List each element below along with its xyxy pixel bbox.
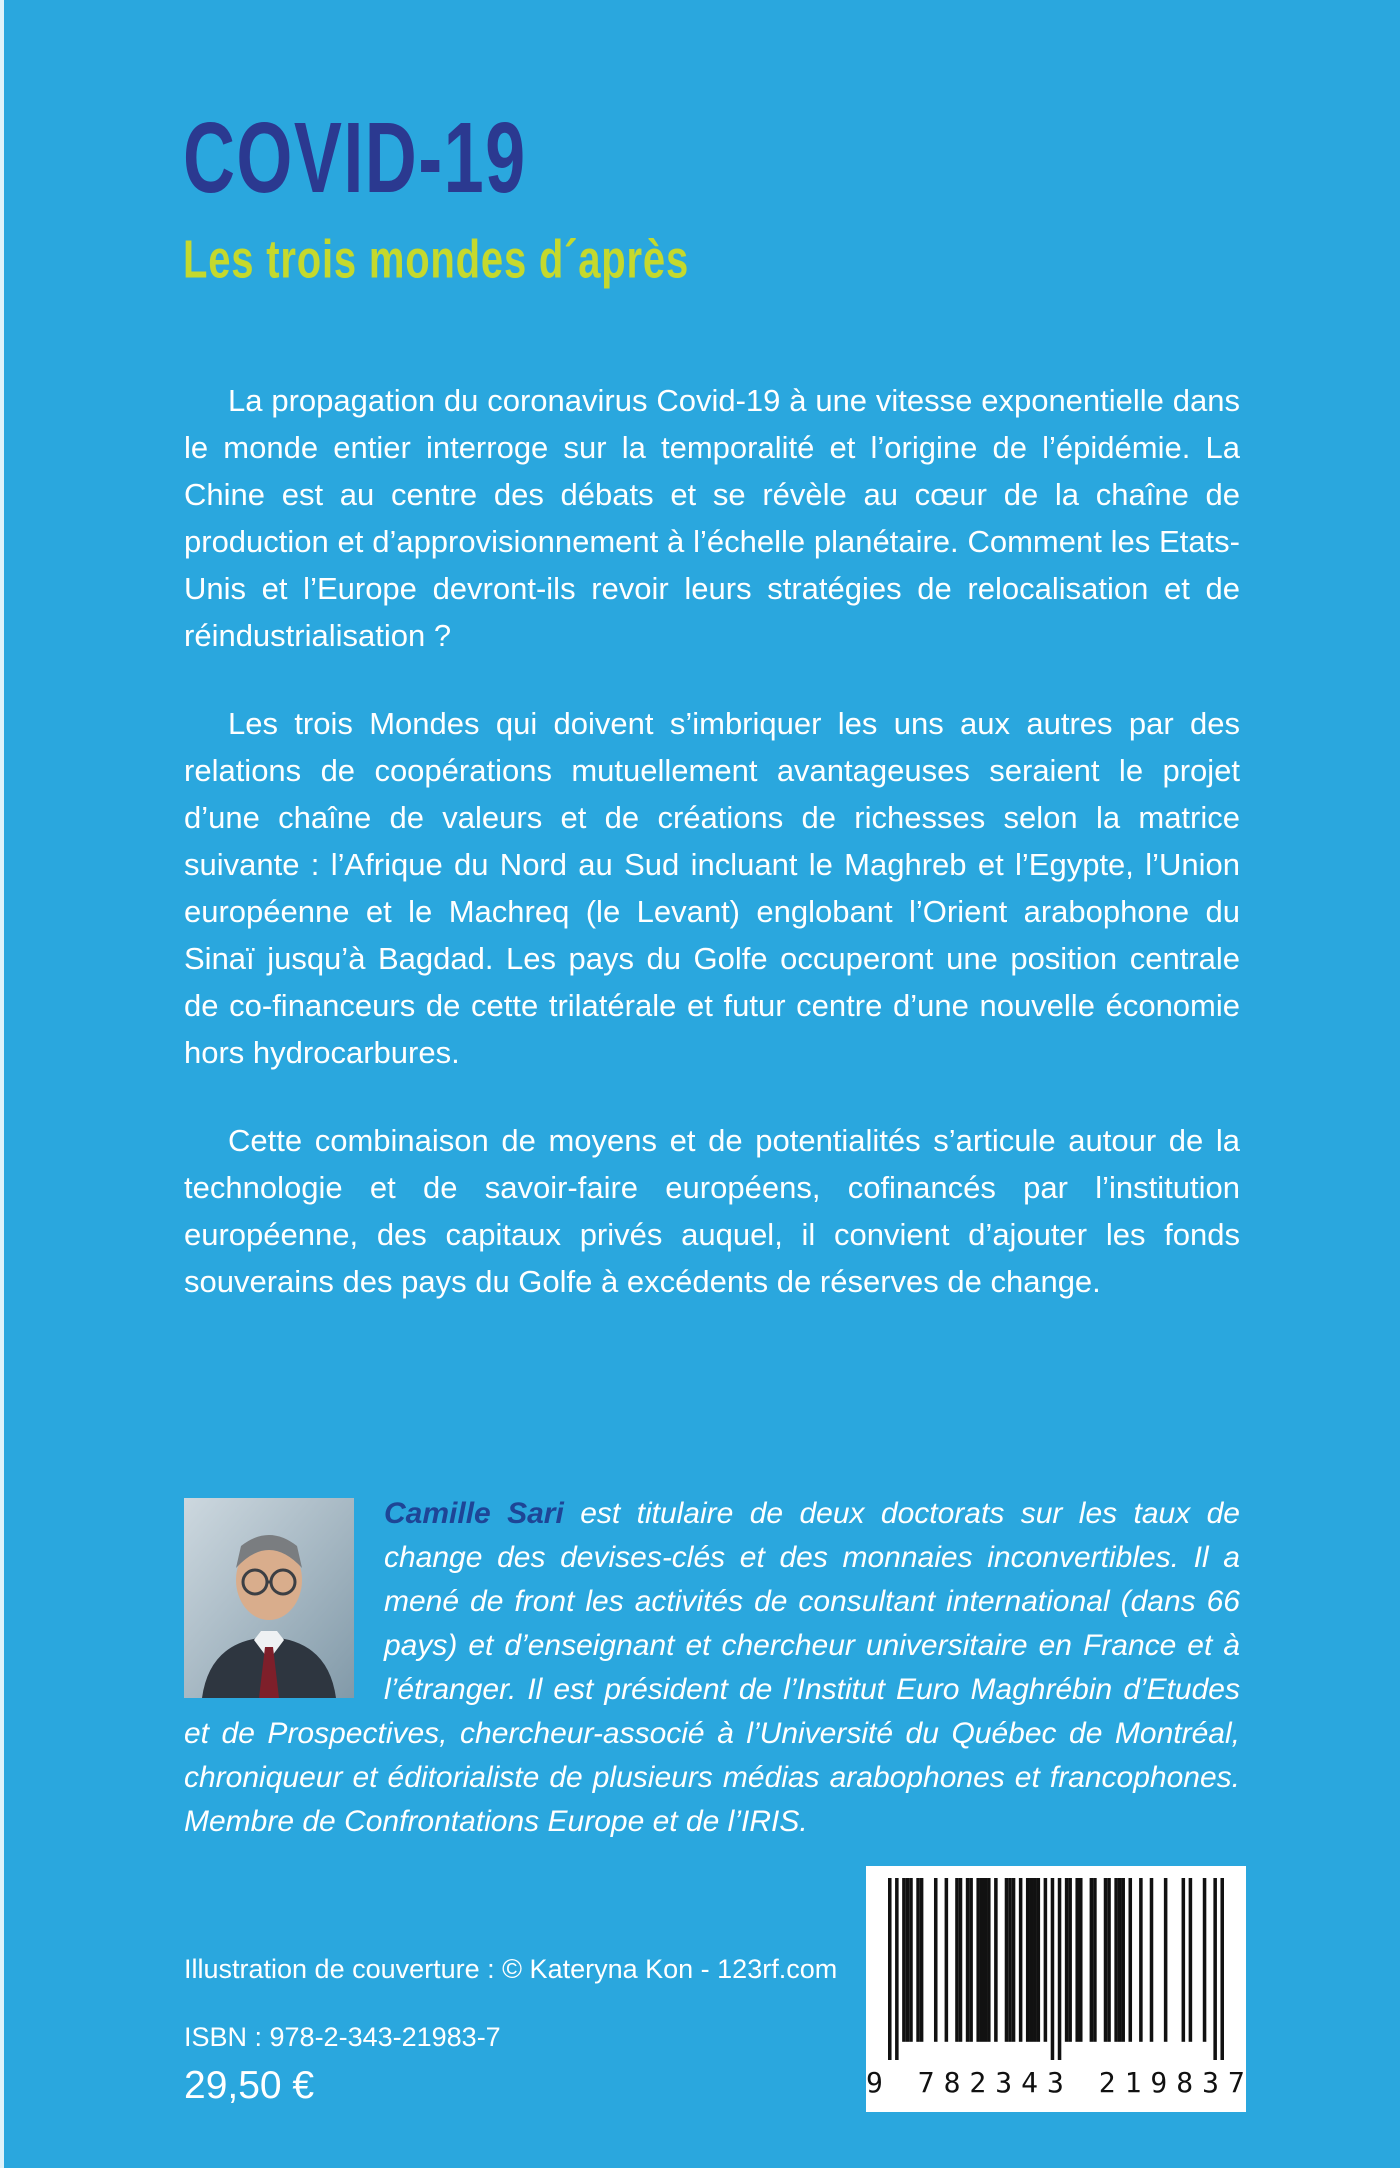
barcode-number: 9 782343 219837 [866,2066,1254,2099]
author-photo [184,1498,354,1698]
price-text: 29,50 € [184,2064,315,2107]
isbn-text: ISBN : 978-2-343-21983-7 [184,2022,501,2052]
blurb [184,377,1240,1346]
barcode [866,1866,1254,2112]
barcode-bars [888,1878,1224,2060]
page-edge [0,0,4,2168]
illustration-credit: Illustration de couverture : © Kateryna Kon - 123rf.com [184,1954,838,1984]
blurb-paragraph: La propagation du coronavirus Covid-19 à une vitesse exponentielle dans le monde entier interroge sur la temporalité et l’origine de l’épidémie. La Chine est au centre des débats et se révèle au cœur de la chaîne de production et d’approvisionnement à l’échelle planétaire. Comment les Etats-Unis et l’Europe devront-ils revoir leurs stratégies de relocalisation et de réindustrialisation ? [184,383,1240,653]
blurb-paragraph: Cette combinaison de moyens et de potentialités s’articule autour de la technologie et de savoir-faire européens, cofinancés par l’institution européenne, des capitaux privés auquel, il convient d’ajouter les fonds souverains des pays du Golfe à excédents de réserves de change. [184,1123,1240,1299]
book-subtitle: Les trois mondes d´après [183,228,689,290]
person-portrait-icon [184,1498,354,1698]
author-bio [184,1492,1240,1844]
blurb-paragraph: Les trois Mondes qui doivent s’imbriquer les uns aux autres par des relations de coopérations mutuellement avantageuses seraient le projet d’une chaîne de valeurs et de créations de richesses selon la matrice suivante : l’Afrique du Nord au Sud incluant le Maghreb et l’Egypte, l’Union européenne et le Machreq (le Levant) englobant l’Orient arabophone du Sinaï jusqu’à Bagdad. Les pays du Golfe occuperont une position centrale de co-financeurs de cette trilatérale et futur centre d’une nouvelle économie hors hydrocarbures. [184,706,1240,1070]
book-title: COVID-19 [183,102,527,214]
author-name: Camille Sari [384,1497,564,1530]
author-bio-body: est titulaire de deux doctorats sur les taux de change des devises-clés et des monnaies inconvertibles. Il a mené de front les activités de consultant international (dans 66 pays) et d’enseignant et chercheur universitaire en France et à l’étranger. Il est président de l’Institut Euro Maghrébin d’Etudes et de Prospectives, chercheur-associé à l’Université du Québec de Montréal, chroniqueur et éditorialiste de plusieurs médias arabophones et francophones. Membre de Confrontations Europe et de l’IRIS. [184,1497,1240,1838]
